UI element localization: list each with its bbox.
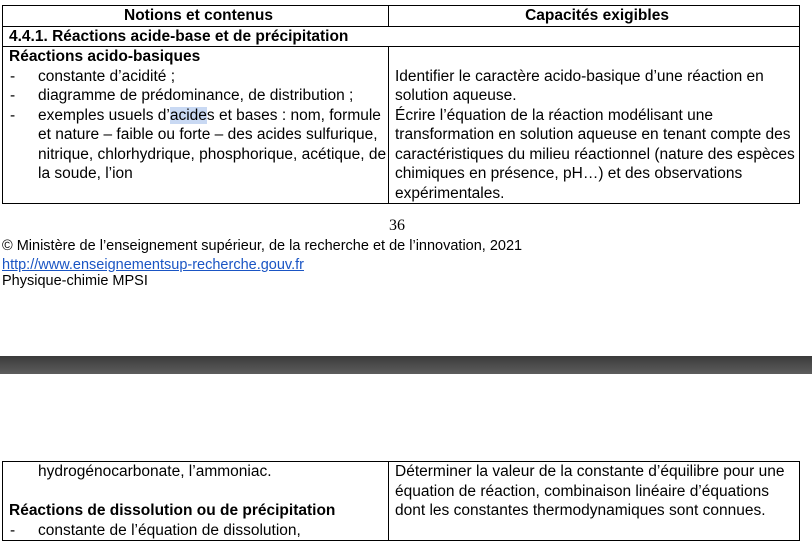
list-item [9,106,388,184]
list-item: - constante de l’équation de dissolution, [9,521,388,541]
subsection-heading: Réactions acido-basiques [9,48,201,65]
subsection-heading: Réactions de dissolution ou de précipitation [9,502,336,519]
notions-list [9,67,388,184]
table-header-row [3,6,800,27]
course-title: Physique-chimie MPSI [2,273,148,289]
list-item-text: exemples usuels d’ [38,106,170,124]
page-separator [0,356,812,374]
copyright-text: © Ministère de l’enseignement supérieur, de la recherche et de l’innovation, 2021 [2,238,523,254]
column-header-capacites: Capacités exigibles [389,6,800,27]
notions-cell [3,47,389,204]
list-item-text: s et bases : nom, formule et nature – faible ou forte – des acides sulfurique, nitrique, chlorhydrique, phosphorique, acétique, de la soude, l’ion [38,106,387,182]
notions-list [9,521,388,541]
list-item: - constante d’acidité ; [9,67,388,87]
capacity-text: Écrire l’équation de la réaction modélisant une transformation en solution aqueuse en tenant compte des caractéristiques du milieu réactionnel (nature des espèces chimiques en présence, pH…) et des observations expérimentales. [395,106,795,202]
capacites-cell [389,47,800,204]
capacity-text: Identifier le caractère acido-basique d’une réaction en solution aqueuse. [395,67,764,104]
notions-cell [3,462,389,541]
program-table [2,5,800,204]
program-table-continued [2,461,800,541]
table-row [3,462,800,541]
section-row [3,26,800,47]
table-row [3,47,800,204]
capacity-text: Déterminer la valeur de la constante d’équilibre pour une équation de réaction, combinaison linéaire d’équations dont les constantes thermodynamiques sont connues. [395,463,785,519]
footer-link[interactable]: http://www.enseignementsup-recherche.gouv.fr [2,257,304,273]
capacites-cell [389,462,800,541]
section-title: 4.4.1. Réactions acide-base et de précipitation [3,26,800,47]
search-highlight[interactable]: acide [169,106,207,124]
column-header-notions: Notions et contenus [3,6,389,27]
page-number: 36 [389,217,405,234]
list-item: - diagramme de prédominance, de distribution ; [9,86,388,106]
list-item-continuation: hydrogénocarbonate, l’ammoniac. [38,463,272,480]
